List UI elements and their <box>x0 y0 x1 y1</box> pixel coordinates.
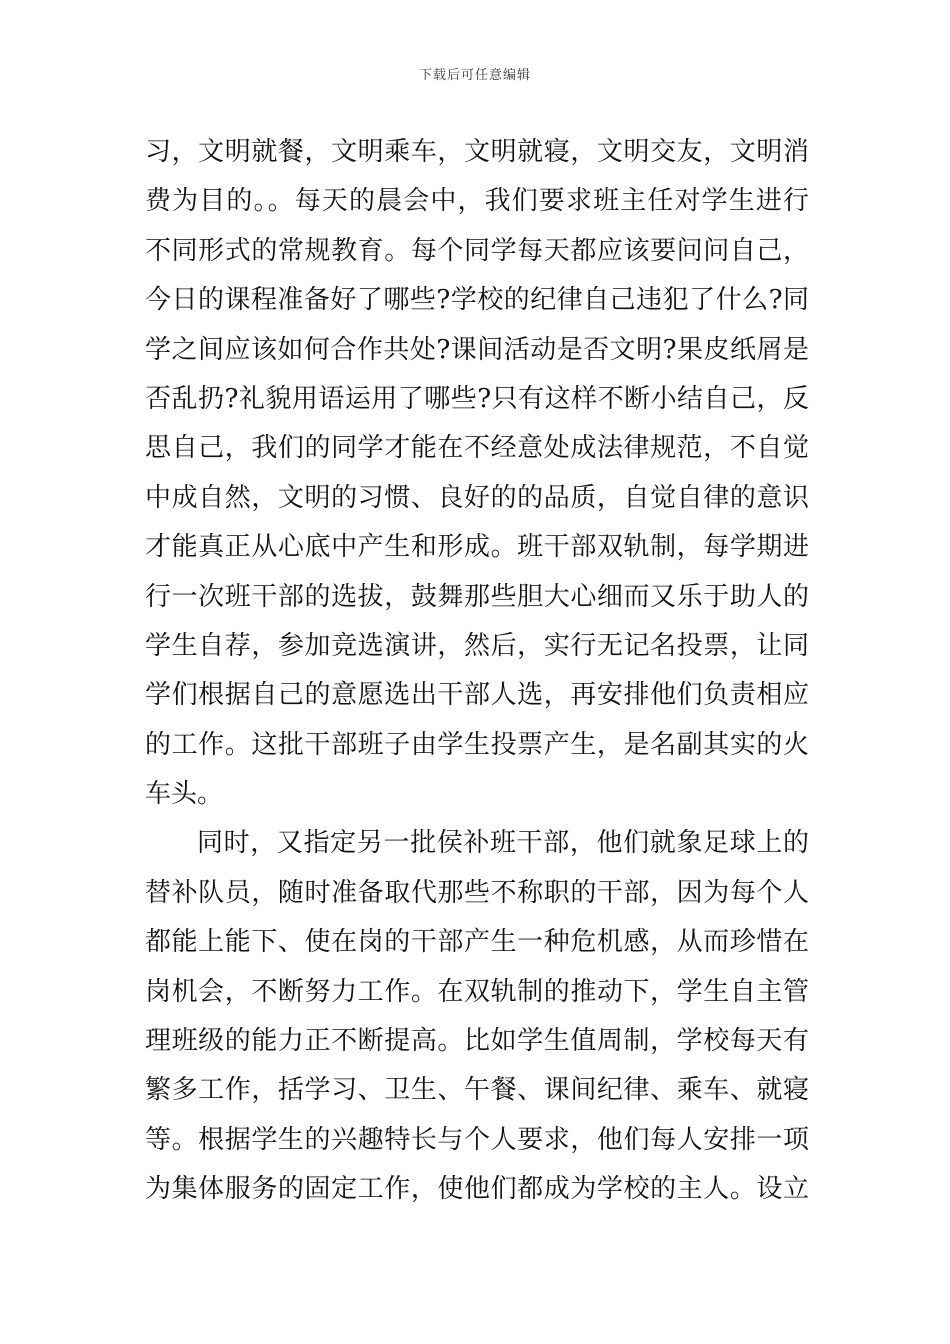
text-line: 的工作。这批干部班子由学生投票产生，是名副其实的火 <box>145 729 809 760</box>
text-line: 学们根据自己的意愿选出干部人选，再安排他们负责相应 <box>145 680 809 711</box>
text-line: 中成自然，文明的习惯、良好的的品质，自觉自律的意识 <box>145 482 809 513</box>
text-line: 同时，又指定另一批侯补班干部，他们就象足球上的 <box>197 828 809 859</box>
text-line: 理班级的能力正不断提高。比如学生值周制，学校每天有 <box>145 1026 809 1057</box>
text-line: 岗机会，不断努力工作。在双轨制的推动下，学生自主管 <box>145 976 809 1007</box>
text-line: 才能真正从心底中产生和形成。班干部双轨制，每学期进 <box>145 532 809 563</box>
document-body <box>145 128 809 1215</box>
paragraph-1 <box>145 128 809 819</box>
text-line: 习，文明就餐，文明乘车，文明就寝，文明交友，文明消 <box>145 137 809 167</box>
text-line: 行一次班干部的选拔，鼓舞那些胆大心细而又乐于助人的 <box>145 581 809 612</box>
text-line: 等。根据学生的兴趣特长与个人要求，他们每人安排一项 <box>145 1124 809 1155</box>
text-line: 学之间应该如何合作共处?课间活动是否文明?果皮纸屑是 <box>145 334 809 365</box>
text-line: 繁多工作，括学习、卫生、午餐、课间纪律、乘车、就寝 <box>145 1075 809 1106</box>
text-line: 都能上能下、使在岗的干部产生一种危机感，从而珍惜在 <box>145 927 809 958</box>
text-line: 否乱扔?礼貌用语运用了哪些?只有这样不断小结自己，反 <box>145 383 809 414</box>
text-line: 费为目的。。每天的晨会中，我们要求班主任对学生进行 <box>145 186 809 217</box>
text-line: 今日的课程准备好了哪些?学校的纪律自己违犯了什么?同 <box>145 285 809 316</box>
paragraph-2 <box>145 819 809 1214</box>
text-line: 车头。 <box>145 779 224 810</box>
text-line: 思自己，我们的同学才能在不经意处成法律规范，不自觉 <box>145 433 809 464</box>
text-line: 为集体服务的固定工作，使他们都成为学校的主人。设立 <box>145 1174 809 1205</box>
text-line: 替补队员，随时准备取代那些不称职的干部，因为每个人 <box>145 877 809 908</box>
text-line: 不同形式的常规教育。每个同学每天都应该要问问自己， <box>145 235 809 266</box>
text-line: 学生自荐，参加竞选演讲，然后，实行无记名投票，让同 <box>145 630 809 661</box>
page-header: 下载后可任意编辑 <box>418 68 531 83</box>
